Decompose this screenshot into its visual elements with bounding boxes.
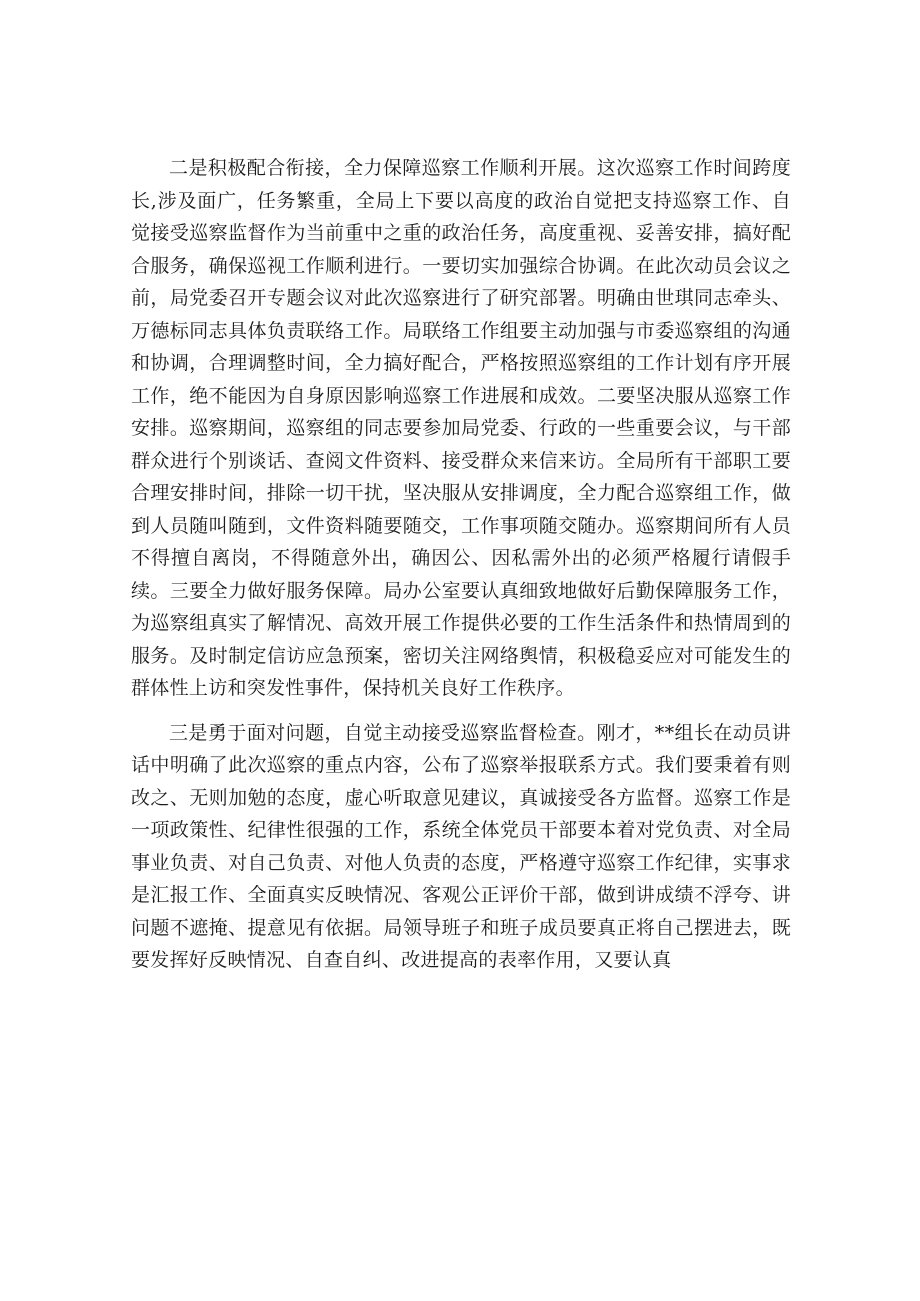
document-page bbox=[131, 152, 791, 977]
paragraph-coordination: 二是积极配合衔接，全力保障巡察工作顺利开展。这次巡察工作时间跨度长,涉及面广，任务繁重，全局上下要以高度的政治自觉把支持巡察工作、自觉接受巡察监督作为当前重中之重的政治任务，高度重视、妥善安排，搞好配合服务，确保巡视工作顺利进行。一要切实加强综合协调。在此次动员会议之前，局党委召开专题会议对此次巡察进行了研究部署。明确由世琪同志牵头、万德标同志具体负责联络工作。局联络工作组要主动加强与市委巡察组的沟通和协调，合理调整时间，全力搞好配合，严格按照巡察组的工作计划有序开展工作，绝不能因为自身原因影响巡察工作进展和成效。二要坚决服从巡察工作安排。巡察期间，巡察组的同志要参加局党委、行政的一些重要会议，与干部群众进行个别谈话、查阅文件资料、接受群众来信来访。全局所有干部职工要合理安排时间，排除一切干扰，坚决服从安排调度，全力配合巡察组工作，做到人员随叫随到，文件资料随要随交，工作事项随交随办。巡察期间所有人员不得擅自离岗，不得随意外出，确因公、因私需外出的必须严格履行请假手续。三要全力做好服务保障。局办公室要认真细致地做好后勤保障服务工作，为巡察组真实了解情况、高效开展工作提供必要的工作生活条件和热情周到的服务。及时制定信访应急预案，密切关注网络舆情，积极稳妥应对可能发生的群体性上访和突发性事件，保持机关良好工作秩序。 bbox=[131, 157, 791, 699]
paragraph-supervision: 三是勇于面对问题，自觉主动接受巡察监督检查。刚才，**组长在动员讲话中明确了此次巡察的重点内容，公布了巡察举报联系方式。我们要秉着有则改之、无则加勉的态度，虚心听取意见建议，真诚接受各方监督。巡察工作是一项政策性、纪律性很强的工作，系统全体党员干部要本着对党负责、对全局事业负责、对自己负责、对他人负责的态度，严格遵守巡察工作纪律，实事求是汇报工作、全面真实反映情况、客观公正评价干部，做到讲成绩不浮夸、讲问题不遮掩、提意见有依据。局领导班子和班子成员要真正将自己摆进去，既要发挥好反映情况、自查自纠、改进提高的表率作用，又要认真 bbox=[131, 721, 791, 971]
